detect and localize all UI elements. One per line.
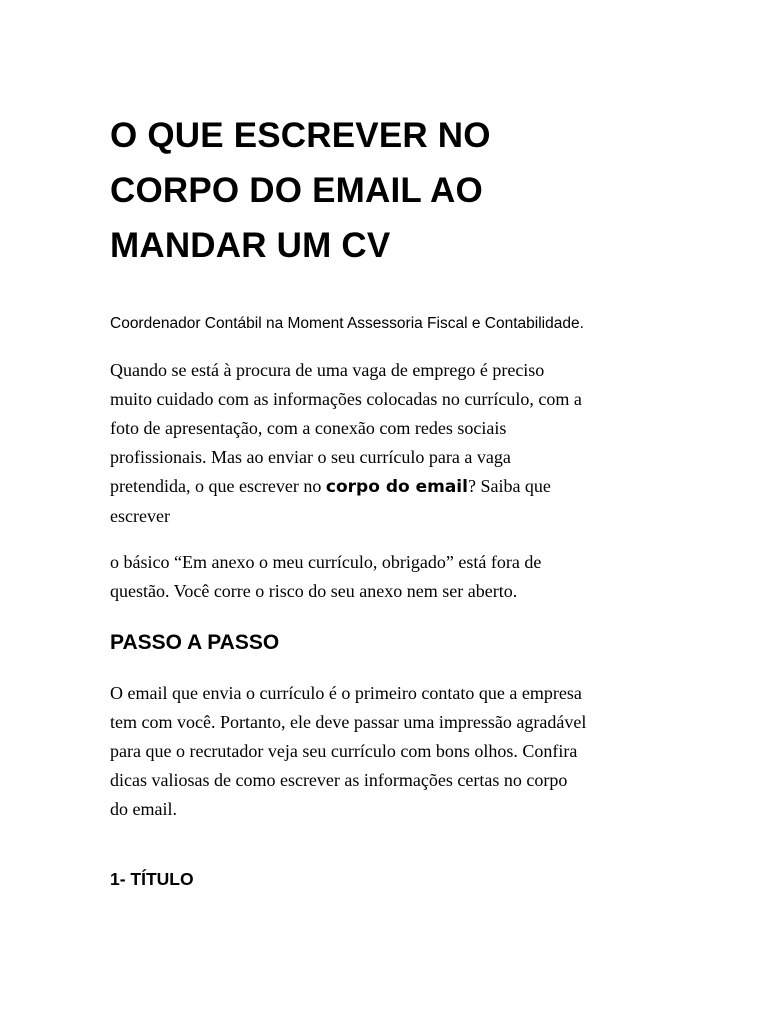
- paragraph-line: foto de apresentação, com a conexão com redes sociais: [110, 418, 507, 438]
- section-heading: PASSO A PASSO: [110, 631, 280, 654]
- paragraph-line: dicas valiosas de como escrever as informações certas no corpo: [110, 770, 568, 790]
- second-paragraph: [110, 548, 670, 606]
- paragraph-line: profissionais. Mas ao enviar o seu currículo para a vaga: [110, 447, 511, 467]
- paragraph-line: tem com você. Portanto, ele deve passar uma impressão agradável: [110, 712, 587, 732]
- article-title-line: MANDAR UM CV: [110, 226, 391, 265]
- emphasized-keyword: corpo do email: [325, 477, 468, 497]
- article-title-line: CORPO DO EMAIL AO: [110, 171, 483, 210]
- paragraph-line: o básico “Em anexo o meu currículo, obrigado” está fora de: [110, 552, 542, 572]
- article-title: [110, 108, 670, 273]
- paragraph-line: O email que envia o currículo é o primeiro contato que a empresa: [110, 683, 582, 703]
- paragraph-line: muito cuidado com as informações colocadas no currículo, com a: [110, 389, 582, 409]
- author-byline: Coordenador Contábil na Moment Assessoria Fiscal e Contabilidade.: [110, 315, 584, 332]
- paragraph-line: escrever: [110, 506, 170, 526]
- section-paragraph: [110, 679, 670, 824]
- paragraph-line: para que o recrutador veja seu currículo com bons olhos. Confira: [110, 741, 578, 761]
- paragraph-text: pretendida, o que escrever no: [110, 476, 326, 496]
- paragraph-line: do email.: [110, 799, 177, 819]
- article-title-line: O QUE ESCREVER NO: [110, 116, 491, 155]
- document-page: [110, 108, 670, 892]
- intro-paragraph: [110, 356, 670, 531]
- paragraph-line: [110, 472, 670, 502]
- paragraph-line: questão. Você corre o risco do seu anexo nem ser aberto.: [110, 581, 518, 601]
- paragraph-line: Quando se está à procura de uma vaga de emprego é preciso: [110, 360, 545, 380]
- paragraph-text: ? Saiba que: [467, 476, 551, 496]
- sub-heading: 1- TÍTULO: [110, 869, 194, 889]
